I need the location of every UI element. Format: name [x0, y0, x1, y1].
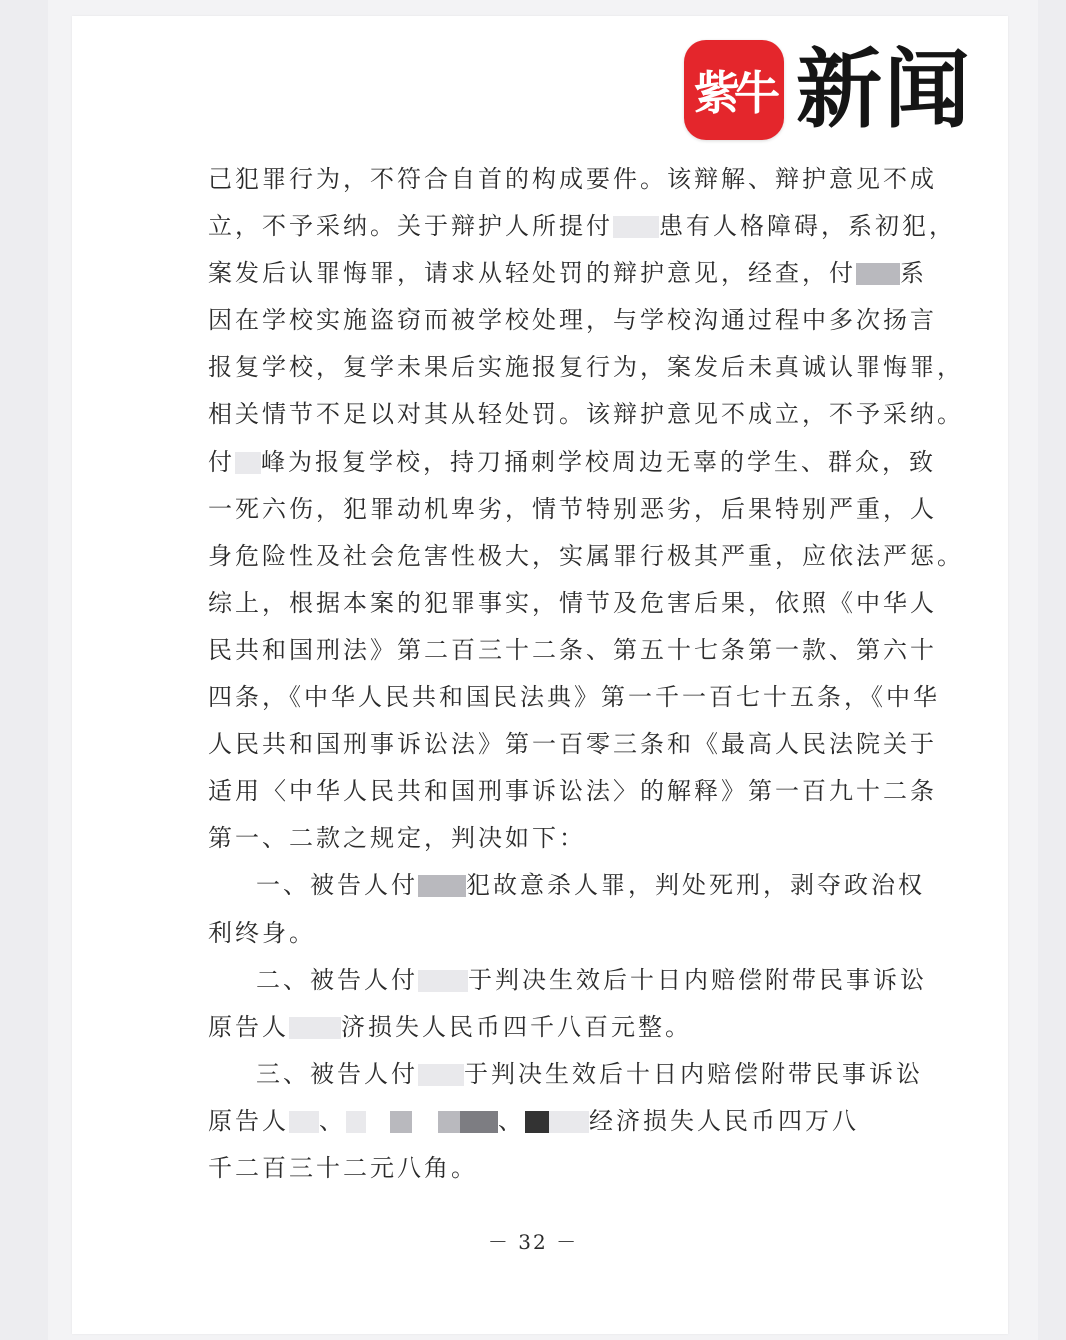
verdict-item-1: 一、被告人付 犯故意杀人罪，判处死刑，剥夺政治权: [256, 871, 925, 900]
text-line: 报复学校，复学未果后实施报复行为，案发后未真诚认罪悔罪，: [208, 353, 964, 382]
logo-wordmark: 新闻: [796, 39, 972, 140]
text-line: 付 峰为报复学校，持刀捅刺学校周边无辜的学生、群众，致: [208, 447, 936, 476]
redaction-block: [549, 1111, 589, 1133]
redaction-block: [235, 452, 261, 474]
text-line: 利终身。: [208, 918, 316, 947]
redaction-block: [390, 1111, 412, 1133]
text-line: 身危险性及社会危害性极大，实属罪行极其严重，应依法严惩。: [208, 541, 964, 570]
text-line: 人民共和国刑事诉讼法》第一百零三条和《最高人民法院关于: [208, 730, 937, 759]
text-line: 因在学校实施盗窃而被学校处理，与学校沟通过程中多次扬言: [208, 306, 937, 335]
text-line: 综上，根据本案的犯罪事实，情节及危害后果，依照《中华人: [208, 588, 937, 617]
redaction-block: [346, 1111, 366, 1133]
text-line: 第一、二款之规定，判决如下：: [208, 824, 586, 853]
text-line: 原告人 、 、 经济损失人民币四万八: [208, 1106, 859, 1135]
text-line: 民共和国刑法》第二百三十二条、第五十七条第一款、第六十: [208, 635, 937, 664]
text-line: 四条，《中华人民共和国民法典》第一千一百七十五条，《中华: [208, 683, 940, 712]
redaction-block: [438, 1111, 460, 1133]
text-line: 一死六伤，犯罪动机卑劣，情节特别恶劣，后果特别严重，人: [208, 494, 937, 523]
verdict-item-3: 三、被告人付 于判决生效后十日内赔偿附带民事诉讼: [256, 1059, 923, 1088]
redaction-block: [460, 1111, 498, 1133]
redaction-block: [418, 875, 466, 897]
redaction-block: [289, 1017, 341, 1039]
redaction-block: [418, 1064, 464, 1086]
redaction-block: [525, 1111, 549, 1133]
text-line: 立，不予采纳。关于辩护人所提付 患有人格障碍，系初犯，: [208, 212, 956, 241]
text-line: 原告人 济损失人民币四千八百元整。: [208, 1012, 692, 1041]
zniu-logo-badge: 紫牛: [684, 40, 784, 140]
redaction-block: [856, 263, 900, 285]
text-line: 案发后认罪悔罪，请求从轻处罚的辩护意见，经查，付 系: [208, 259, 927, 288]
judgment-text: [208, 156, 964, 1192]
text-line: 己犯罪行为，不符合自首的构成要件。该辩解、辩护意见不成: [208, 165, 937, 193]
page-number: － 32 －: [487, 1230, 579, 1254]
text-line: 适用〈中华人民共和国刑事诉讼法〉的解释》第一百九十二条: [208, 777, 937, 806]
text-line: 千二百三十二元八角。: [208, 1153, 478, 1182]
redaction-block: [289, 1111, 319, 1133]
redaction-block: [418, 970, 468, 992]
redaction-block: [613, 216, 659, 238]
zniu-news-logo: [684, 38, 972, 142]
verdict-item-2: 二、被告人付 于判决生效后十日内赔偿附带民事诉讼: [256, 965, 927, 994]
text-line: 相关情节不足以对其从轻处罚。该辩护意见不成立，不予采纳。: [208, 400, 964, 429]
